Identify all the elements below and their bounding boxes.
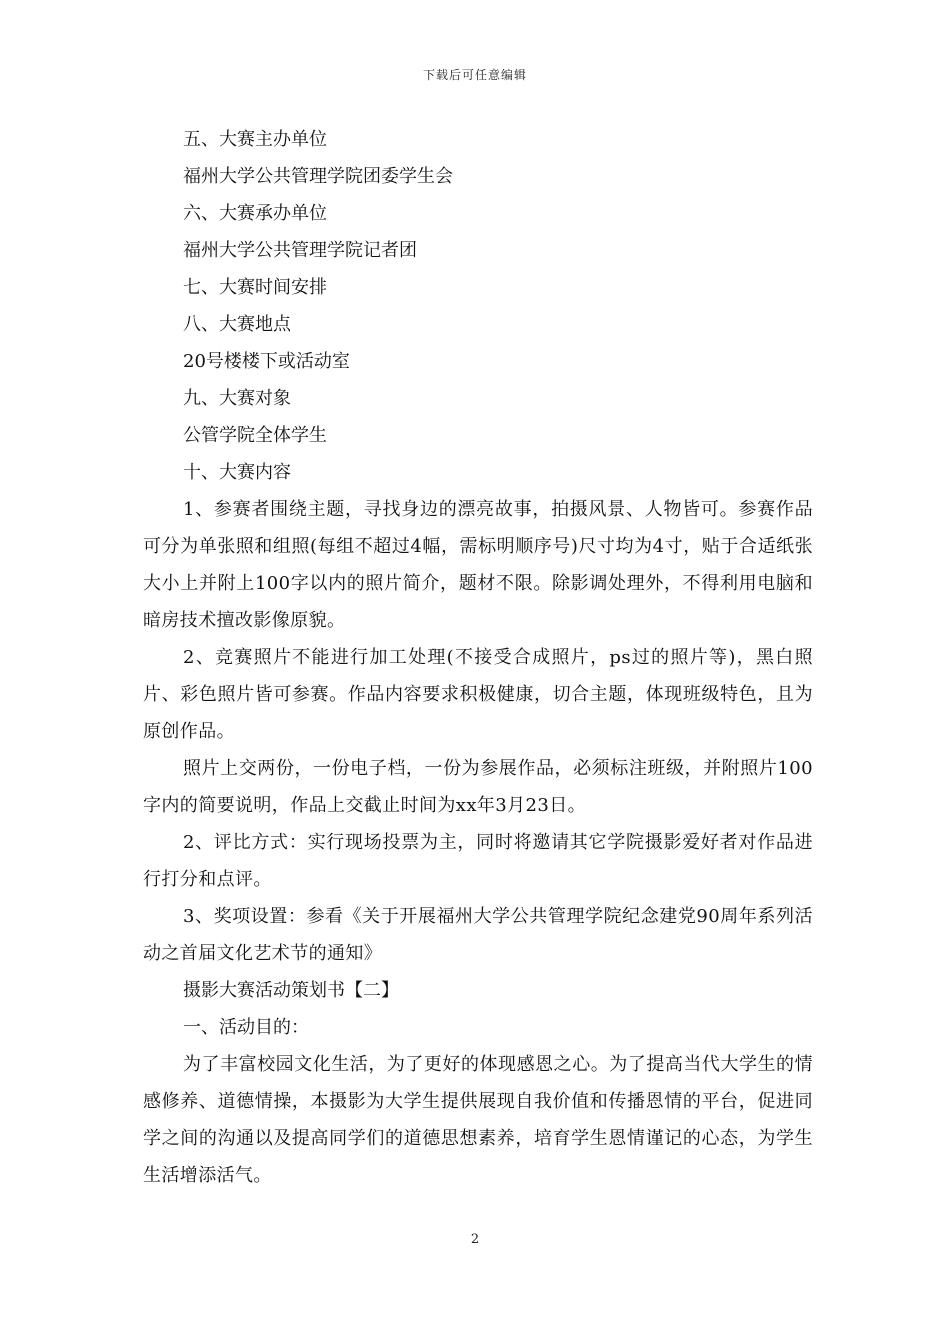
heading-organizer: 五、大赛主办单位 — [183, 129, 327, 150]
heading-schedule: 七、大赛时间安排 — [183, 277, 327, 298]
paragraph-judging: 2、评比方式：实行现场投票为主，同时将邀请其它学院摄影爱好者对作品进行打分和点评。 — [143, 832, 813, 890]
paragraph-purpose: 为了丰富校园文化生活，为了更好的体现感恩之心。为了提高当代大学生的情感修养、道德情操，本摄影为大学生提供展现自我价值和传播恩情的平台，促进同学之间的沟通以及提高同学们的道德思想素养，培育学生恩情谨记的心态，为学生生活增添活气。 — [143, 1054, 813, 1186]
paragraph-rule-1: 1、参赛者围绕主题，寻找身边的漂亮故事，拍摄风景、人物皆可。参赛作品可分为单张照和组照(每组不超过4幅，需标明顺序号)尺寸均为4寸，贴于合适纸张大小上并附上100字以内的照片简介，题材不限。除影调处理外，不得利用电脑和暗房技术擅改影像原貌。 — [143, 499, 813, 631]
location-value: 20号楼楼下或活动室 — [183, 351, 350, 372]
paragraph-rule-2: 2、竞赛照片不能进行加工处理(不接受合成照片，ps过的照片等)，黑白照片、彩色照片皆可参赛。作品内容要求积极健康，切合主题，体现班级特色，且为原创作品。 — [143, 647, 813, 742]
header-note: 下载后可任意编辑 — [422, 68, 527, 82]
co-organizer-value: 福州大学公共管理学院记者团 — [183, 240, 417, 261]
heading-location: 八、大赛地点 — [183, 314, 291, 335]
heading-participants: 九、大赛对象 — [183, 388, 291, 409]
document-body — [143, 121, 813, 1194]
heading-co-organizer: 六、大赛承办单位 — [183, 203, 327, 224]
heading-content: 十、大赛内容 — [183, 462, 291, 483]
participants-value: 公管学院全体学生 — [183, 425, 327, 446]
page-number: 2 — [470, 1232, 480, 1247]
paragraph-awards: 3、奖项设置：参看《关于开展福州大学公共管理学院纪念建党90周年系列活动之首届文化艺术节的通知》 — [143, 906, 813, 964]
section-title: 摄影大赛活动策划书【二】 — [183, 980, 399, 1001]
paragraph-submission: 照片上交两份，一份电子档，一份为参展作品，必须标注班级，并附照片100字内的简要说明，作品上交截止时间为xx年3月23日。 — [143, 758, 813, 816]
organizer-value: 福州大学公共管理学院团委学生会 — [183, 166, 453, 187]
subsection-title: 一、活动目的： — [183, 1017, 309, 1038]
